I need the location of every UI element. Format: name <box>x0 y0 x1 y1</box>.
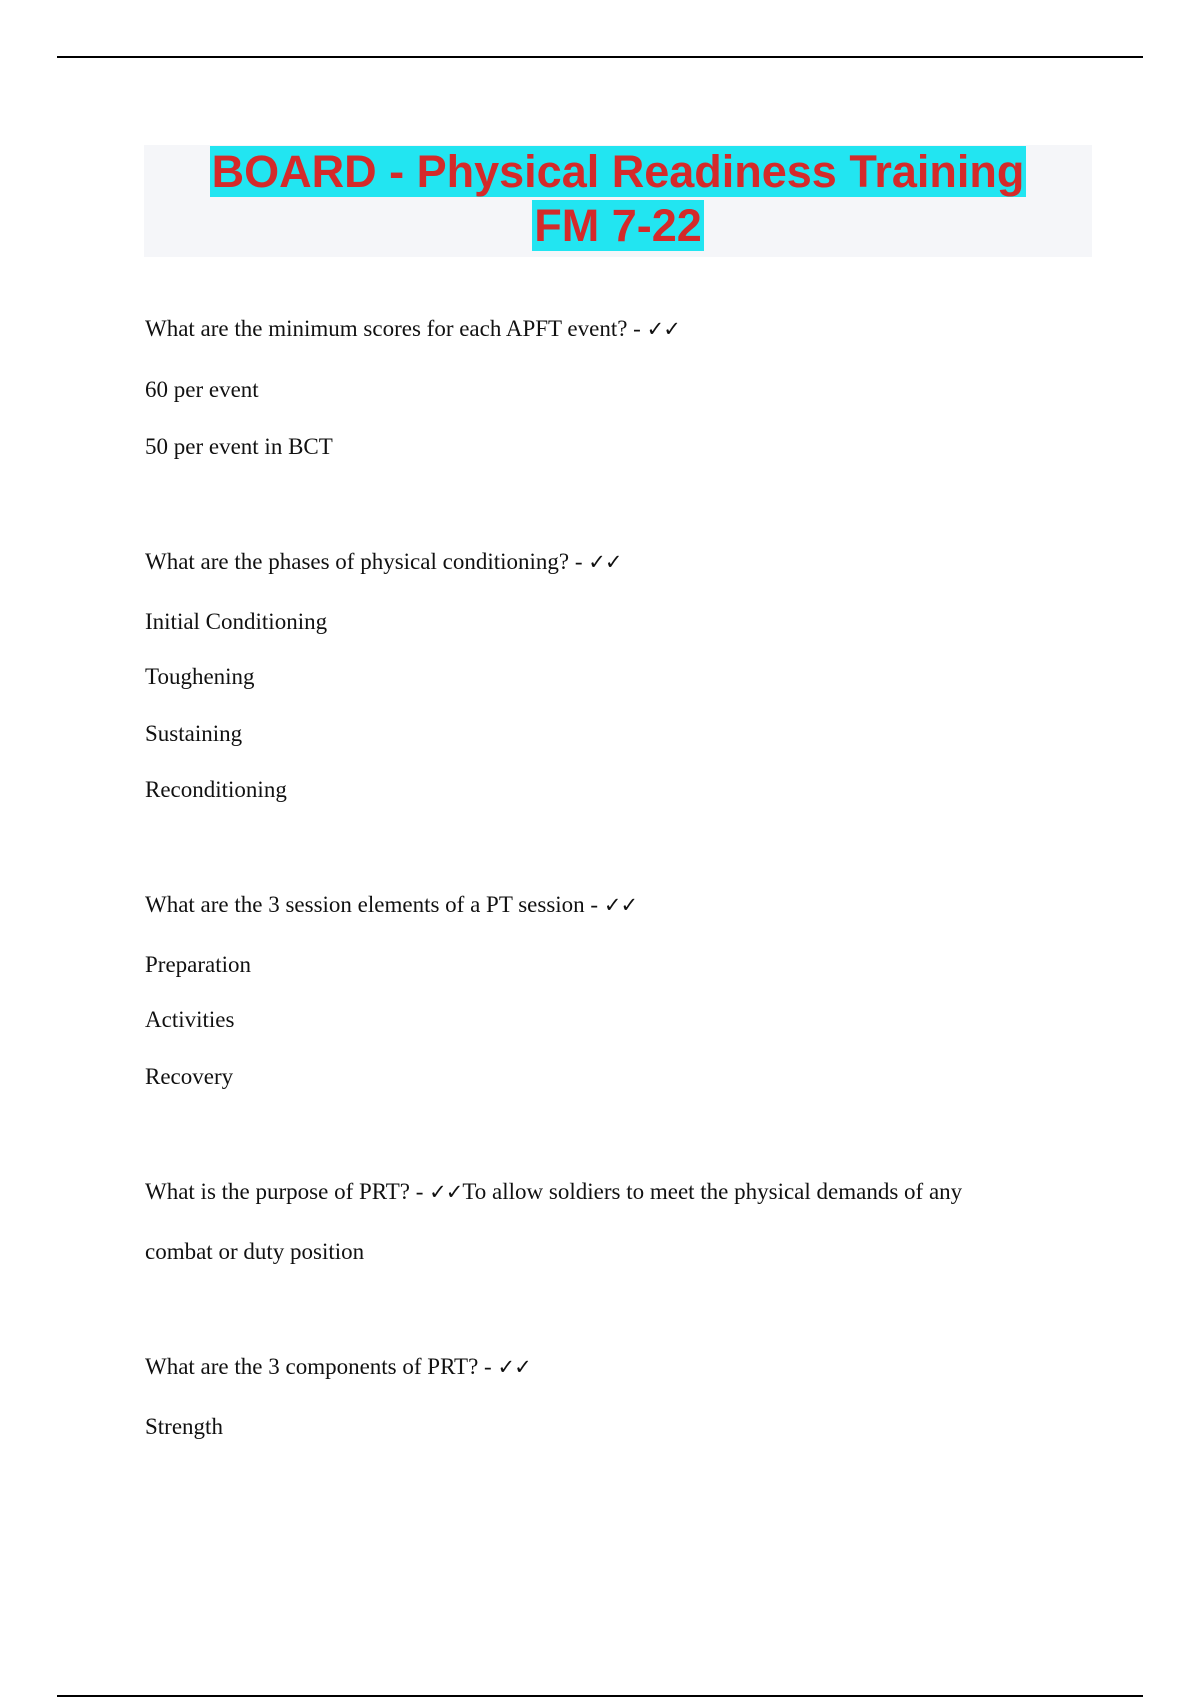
top-rule <box>57 56 1143 58</box>
question-2-text: What are the phases of physical conditioning? - <box>145 549 589 574</box>
answer-2-2: Toughening <box>145 664 255 689</box>
bottom-rule <box>57 1695 1143 1697</box>
question-1-text: What are the minimum scores for each APFT event? - <box>145 316 647 341</box>
checkmark-icon: ✓✓ <box>588 550 622 574</box>
question-3 <box>145 890 637 920</box>
question-4-text: What is the purpose of PRT? - <box>145 1179 430 1204</box>
title-line-2: FM 7-22 <box>534 200 702 251</box>
answer-3-2: Activities <box>145 1007 235 1032</box>
checkmark-icon: ✓✓ <box>646 317 680 341</box>
answer-2-4: Reconditioning <box>145 777 287 802</box>
checkmark-icon: ✓✓ <box>497 1355 531 1379</box>
answer-4-inline: To allow soldiers to meet the physical demands of any <box>462 1179 963 1204</box>
title-line-1: BOARD - Physical Readiness Training <box>211 146 1025 197</box>
checkmark-icon: ✓✓ <box>429 1180 463 1204</box>
answer-1-2: 50 per event in BCT <box>145 434 333 459</box>
answer-2-1: Initial Conditioning <box>145 609 328 634</box>
answer-2-3: Sustaining <box>145 721 243 746</box>
question-5-text: What are the 3 components of PRT? - <box>145 1354 498 1379</box>
question-2 <box>145 547 621 577</box>
document-title <box>144 145 1092 257</box>
answer-5-1: Strength <box>145 1414 223 1439</box>
answer-3-1: Preparation <box>145 952 252 977</box>
question-3-text: What are the 3 session elements of a PT session - <box>145 892 604 917</box>
answer-1-1: 60 per event <box>145 377 259 402</box>
question-4 <box>145 1177 962 1207</box>
question-1 <box>145 314 680 344</box>
question-5 <box>145 1352 531 1382</box>
answer-3-3: Recovery <box>145 1064 234 1089</box>
answer-4-1: combat or duty position <box>145 1239 365 1264</box>
checkmark-icon: ✓✓ <box>603 893 638 917</box>
